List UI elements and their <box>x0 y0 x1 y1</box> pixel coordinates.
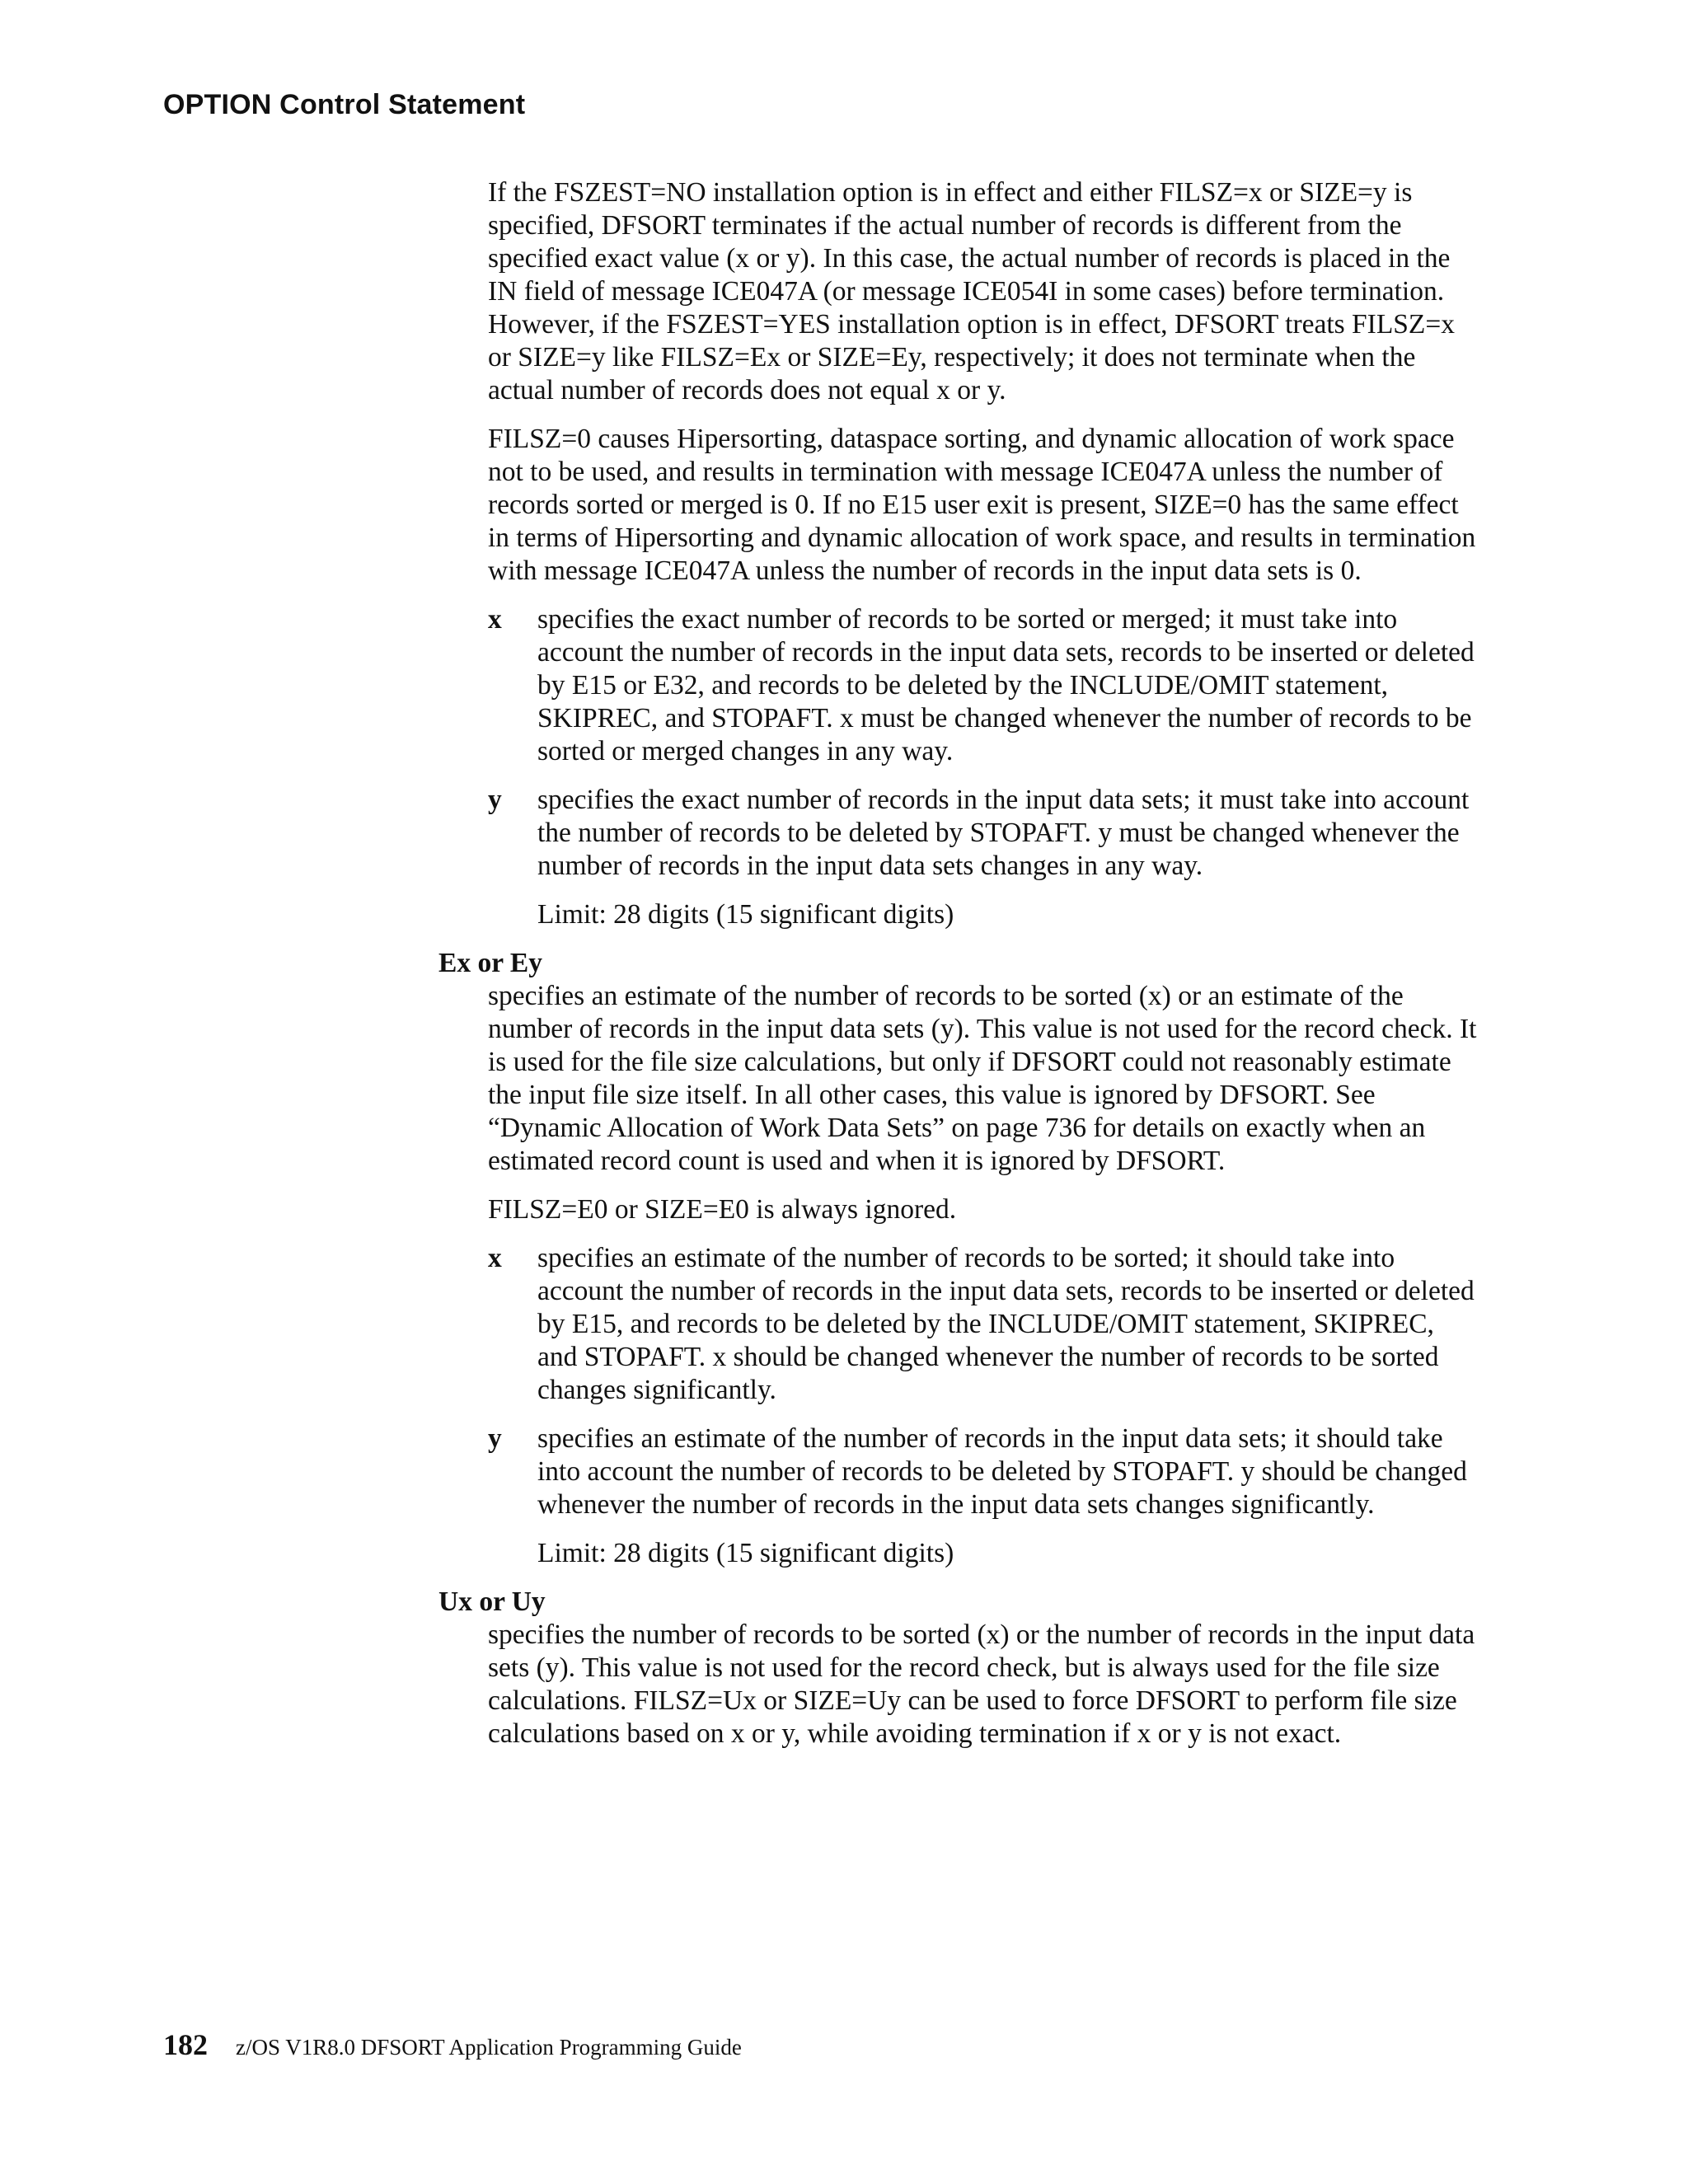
term-note: FILSZ=E0 or SIZE=E0 is always ignored. <box>488 1194 957 1225</box>
exact-limit: Limit: 28 digits (15 significant digits) <box>537 899 954 930</box>
running-head: OPTION Control Statement <box>163 89 526 120</box>
item-description: specifies the exact number of records in the input data sets; it must take into account the number of records to be deleted by STOPAFT. y must be changed whenever the number of records in the input data sets changes in any way. <box>537 785 1470 881</box>
term-definition: specifies the number of records to be sorted (x) or the number of records in the input data sets (y). This value is not used for the record check, but is always used for the file size calculations. FILSZ=Ux or SIZE=Uy can be used to force DFSORT to perform file size calculations based on x or y, while avoiding termination if x or y is not exact. <box>488 1619 1475 1749</box>
term-heading: Ux or Uy <box>438 1586 546 1617</box>
item-key: x <box>488 604 502 635</box>
term-ux-uy <box>438 1586 1477 1750</box>
item-description: specifies the exact number of records to be sorted or merged; it must take into account the number of records in the input data sets, records to be inserted or deleted by E15 or E32, and records to be deleted by the INCLUDE/OMIT statement, SKIPREC, and STOPAFT. x must be changed whenever the number of records to be sorted or merged changes in any way. <box>537 604 1475 766</box>
item-key: y <box>488 785 502 815</box>
item-description: specifies an estimate of the number of records in the input data sets; it should take into account the number of records to be deleted by STOPAFT. y should be changed whenever the number of records in the input data sets changes significantly. <box>537 1423 1467 1520</box>
item-description: specifies an estimate of the number of records to be sorted; it should take into account the number of records in the input data sets, records to be inserted or deleted by E15, and records to be deleted by the INCLUDE/OMIT statement, SKIPREC, and STOPAFT. x should be changed whenever the number of records to be sorted changes significantly. <box>537 1243 1475 1405</box>
paragraph-fszest: If the FSZEST=NO installation option is in effect and either FILSZ=x or SIZE=y is specified, DFSORT terminates if the actual number of records is different from the specified exact value (x or y). In this case, the actual number of records is placed in the IN field of message ICE047A (or message ICE054I in some cases) before termination. However, if the FSZEST=YES installation option is in effect, DFSORT treats FILSZ=x or SIZE=y like FILSZ=Ex or SIZE=Ey, respectively; it does not terminate when the actual number of records does not equal x or y. <box>488 177 1456 405</box>
paragraph-filsz-zero: FILSZ=0 causes Hipersorting, dataspace sorting, and dynamic allocation of work space not to be used, and results in termination with message ICE047A unless the number of records sorted or merged is 0. If no E15 user exit is present, SIZE=0 has the same effect in terms of Hipersorting and dynamic allocation of work space, and results in termination with message ICE047A unless the number of records in the input data sets is 0. <box>488 424 1476 586</box>
estimate-item-x <box>488 1242 1477 1407</box>
item-key: y <box>488 1423 502 1454</box>
item-key: x <box>488 1243 502 1273</box>
page-body <box>438 176 1477 1766</box>
term-definition: specifies an estimate of the number of records to be sorted (x) or an estimate of the number of records in the input data sets (y). This value is not used for the record check. It is used for the file size calculations, but only if DFSORT could not reasonably estimate the input file size itself. In all other cases, this value is ignored by DFSORT. See “Dynamic Allocation of Work Data Sets” on page 736 for details on exactly when an estimated record count is used and when it is ignored by DFSORT. <box>488 981 1477 1176</box>
term-heading: Ex or Ey <box>438 948 542 978</box>
exact-item-y <box>488 784 1477 883</box>
term-ex-ey <box>438 947 1477 1226</box>
book-title: z/OS V1R8.0 DFSORT Application Programming Guide <box>236 2035 742 2060</box>
estimate-item-y <box>488 1422 1477 1521</box>
page-footer <box>163 2027 742 2062</box>
estimate-limit: Limit: 28 digits (15 significant digits) <box>537 1538 954 1568</box>
page-number: 182 <box>163 2028 208 2061</box>
exact-item-x <box>488 603 1477 768</box>
